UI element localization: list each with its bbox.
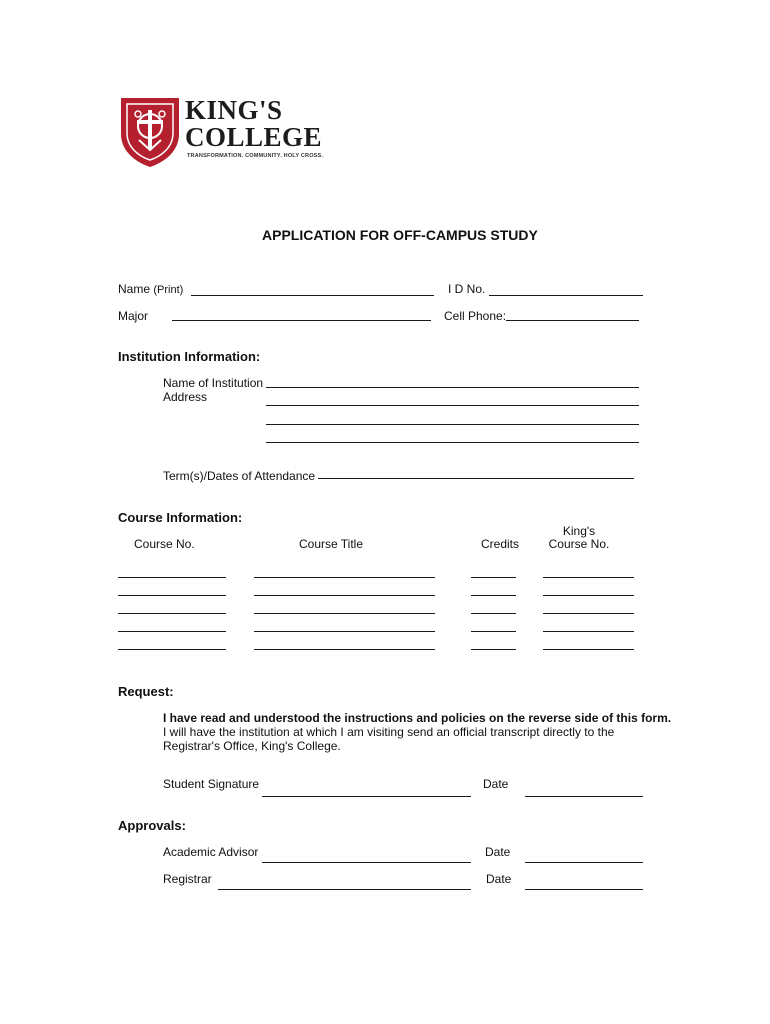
kings-course-no-field[interactable] [543,595,634,596]
registrar-label: Registrar [163,872,212,886]
course-title-field[interactable] [254,595,435,596]
cell-phone-label: Cell Phone: [444,309,507,323]
kings-course-no-field[interactable] [543,631,634,632]
name-label-hint: (Print) [153,284,184,296]
address-label: Address [163,390,208,404]
logo-line-1: KING'S [185,95,283,125]
course-title-field[interactable] [254,577,435,578]
address-field-3[interactable] [266,442,639,443]
signature-date-field[interactable] [525,796,643,797]
course-no-field[interactable] [118,613,226,614]
course-no-field[interactable] [118,649,226,650]
advisor-date-label: Date [485,845,511,859]
col-credits: Credits [481,537,520,551]
credits-field[interactable] [471,613,516,614]
name-label [118,282,183,297]
registrar-date-label: Date [486,872,512,886]
course-no-field[interactable] [118,631,226,632]
approvals-heading: Approvals: [118,818,186,833]
major-label: Major [118,309,149,323]
terms-field[interactable] [318,478,634,479]
course-title-field[interactable] [254,649,435,650]
cell-phone-field[interactable] [506,320,639,321]
course-heading: Course Information: [118,510,243,525]
student-signature-label: Student Signature [163,777,260,791]
logo-line-2: COLLEGE [185,122,323,152]
registrar-date-field[interactable] [525,889,643,890]
credits-field[interactable] [471,631,516,632]
name-label-text: Name [118,282,151,296]
col-course-title: Course Title [299,537,364,551]
id-field[interactable] [489,295,643,296]
kings-course-no-field[interactable] [543,613,634,614]
terms-label: Term(s)/Dates of Attendance [163,469,316,483]
address-field-1[interactable] [266,405,639,406]
kings-course-no-field[interactable] [543,577,634,578]
request-heading: Request: [118,684,174,699]
name-field[interactable] [191,295,434,296]
credits-field[interactable] [471,649,516,650]
institution-name-label: Name of Institution [163,376,264,390]
credits-field[interactable] [471,577,516,578]
signature-date-label: Date [483,777,509,791]
course-title-field[interactable] [254,631,435,632]
kings-course-no-field[interactable] [543,649,634,650]
shield-icon [119,96,181,168]
request-statement-line-3: Registrar's Office, King's College. [163,739,341,753]
advisor-date-field[interactable] [525,862,643,863]
course-title-field[interactable] [254,613,435,614]
course-no-field[interactable] [118,577,226,578]
advisor-signature-field[interactable] [262,862,471,863]
credits-field[interactable] [471,595,516,596]
logo-tagline: TRANSFORMATION. COMMUNITY. HOLY CROSS. [187,153,324,159]
advisor-label: Academic Advisor [163,845,259,859]
course-no-field[interactable] [118,595,226,596]
col-kings-line-1: King's [562,524,596,538]
institution-name-field[interactable] [266,387,639,388]
major-field[interactable] [172,320,431,321]
request-statement-line-2: I will have the institution at which I am visiting send an official transcript directly to the [163,725,615,739]
registrar-signature-field[interactable] [218,889,471,890]
request-statement-bold: I have read and understood the instructions and policies on the reverse side of this form. [163,711,672,725]
college-logo [119,96,334,168]
col-kings-line-2: Course No. [548,537,610,551]
col-course-no: Course No. [134,537,195,551]
form-title: APPLICATION FOR OFF-CAMPUS STUDY [262,227,538,243]
student-signature-field[interactable] [262,796,471,797]
id-label: I D No. [448,282,486,296]
institution-heading: Institution Information: [118,349,261,364]
address-field-2[interactable] [266,424,639,425]
